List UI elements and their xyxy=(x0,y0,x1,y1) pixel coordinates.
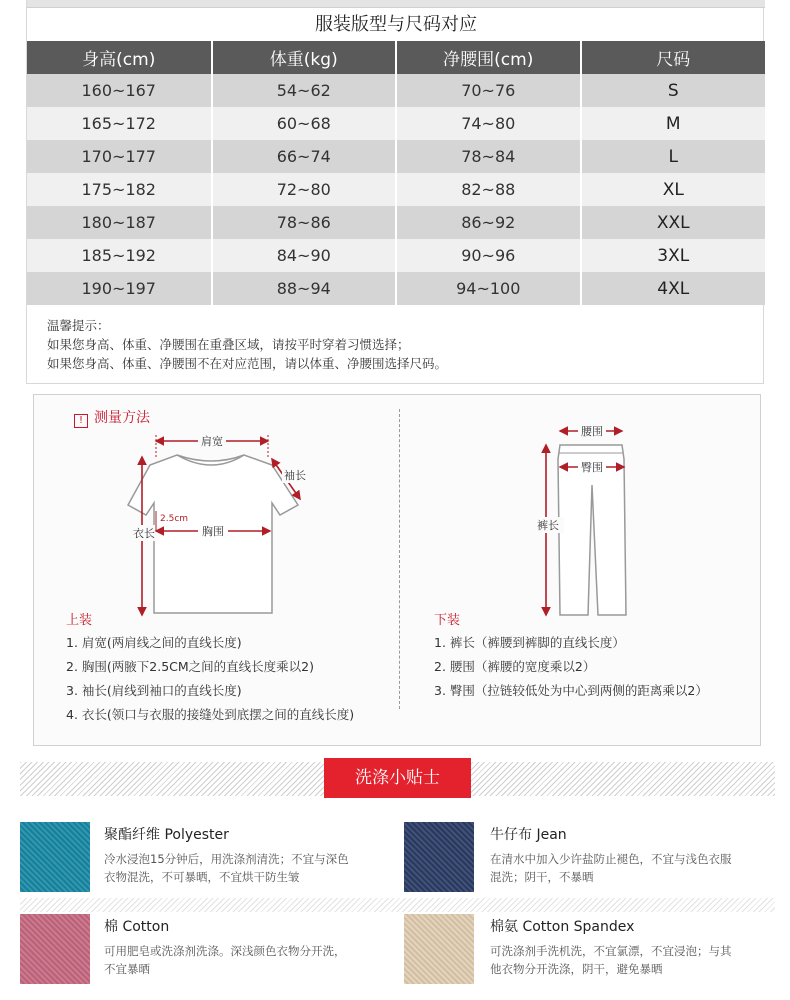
size-cell: S xyxy=(581,74,766,107)
size-chart-panel xyxy=(26,0,764,384)
bottom-item-1: 1. 裤长（裤腰到裤脚的直线长度） xyxy=(434,635,625,650)
sleeve-label: 袖长 xyxy=(284,469,306,482)
polyester-desc-line-1: 冷水浸泡15分钟后，用洗涤剂清洗；不宜与深色 xyxy=(104,852,349,866)
polyester-desc xyxy=(104,850,349,886)
height-cell: 175~182 xyxy=(27,173,212,206)
waist-cell: 70~76 xyxy=(396,74,581,107)
wash-tips-badge: 洗涤小贴士 xyxy=(324,758,471,798)
waist-label: 腰围 xyxy=(581,425,603,438)
jean-swatch xyxy=(404,822,474,892)
size-cell: XL xyxy=(581,173,766,206)
size-table-row xyxy=(27,107,765,140)
top-section-label: 上装 xyxy=(66,613,93,628)
cotton-name: 棉 Cotton xyxy=(104,919,170,935)
size-cell: 3XL xyxy=(581,239,766,272)
height-cell: 180~187 xyxy=(27,206,212,239)
measure-panel xyxy=(33,394,761,746)
pants-length-label: 裤长 xyxy=(537,519,559,532)
size-table-row xyxy=(27,239,765,272)
header-weight: 体重(kg) xyxy=(212,41,397,74)
top-item-3: 3. 袖长(肩线到袖口的直线长度) xyxy=(66,683,242,698)
size-cell: 4XL xyxy=(581,272,766,305)
bottom-measure-list xyxy=(434,631,708,703)
waist-cell: 90~96 xyxy=(396,239,581,272)
size-table-row xyxy=(27,272,765,305)
size-table-row xyxy=(27,173,765,206)
top-strip xyxy=(27,0,765,8)
height-cell: 160~167 xyxy=(27,74,212,107)
cotton-desc-line-2: 不宜暴晒 xyxy=(104,962,150,976)
tips-line-2: 如果您身高、体重、净腰围不在对应范围，请以体重、净腰围选择尺码。 xyxy=(47,356,448,371)
size-table-row xyxy=(27,140,765,173)
cotton-desc xyxy=(104,942,346,978)
cotton-spandex-desc-line-2: 他衣物分开洗涤，阴干，避免暴晒 xyxy=(490,962,663,976)
height-cell: 190~197 xyxy=(27,272,212,305)
size-table xyxy=(27,41,765,305)
size-tips xyxy=(47,316,447,373)
top-item-4: 4. 衣长(领口与衣服的接缝处到底摆之间的直线长度) xyxy=(66,707,355,722)
polyester-name: 聚酯纤维 Polyester xyxy=(104,827,229,843)
weight-cell: 54~62 xyxy=(212,74,397,107)
cotton-spandex-swatch xyxy=(404,914,474,984)
offset-label: 2.5cm xyxy=(160,514,189,524)
pants-diagram xyxy=(532,419,632,625)
weight-cell: 72~80 xyxy=(212,173,397,206)
jean-desc xyxy=(490,850,732,886)
weight-cell: 88~94 xyxy=(212,272,397,305)
size-table-header-row xyxy=(27,41,765,74)
top-item-1: 1. 肩宽(两肩线之间的直线长度) xyxy=(66,635,242,650)
cotton-spandex-desc xyxy=(490,942,732,978)
tips-line-1: 如果您身高、体重、净腰围在重叠区域，请按平时穿着习惯选择； xyxy=(47,337,410,352)
weight-cell: 78~86 xyxy=(212,206,397,239)
size-table-row xyxy=(27,74,765,107)
size-table-row xyxy=(27,206,765,239)
chest-label: 胸围 xyxy=(202,525,224,538)
waist-cell: 82~88 xyxy=(396,173,581,206)
jean-name: 牛仔布 Jean xyxy=(490,827,567,843)
size-chart-title: 服装版型与尺码对应 xyxy=(315,14,477,35)
hip-label: 臀围 xyxy=(581,461,603,474)
bottom-item-2: 2. 腰围（裤腰的宽度乘以2） xyxy=(434,659,596,674)
height-cell: 165~172 xyxy=(27,107,212,140)
weight-cell: 84~90 xyxy=(212,239,397,272)
size-cell: M xyxy=(581,107,766,140)
cotton-spandex-name: 棉氨 Cotton Spandex xyxy=(490,919,635,935)
polyester-swatch xyxy=(20,822,90,892)
weight-cell: 66~74 xyxy=(212,140,397,173)
size-cell: XXL xyxy=(581,206,766,239)
top-measure-list xyxy=(66,631,354,727)
weight-cell: 60~68 xyxy=(212,107,397,140)
bottom-item-3: 3. 臀围（拉链较低处为中心到两侧的距离乘以2） xyxy=(434,683,708,698)
polyester-desc-line-2: 衣物混洗，不可暴晒，不宜烘干防生皱 xyxy=(104,870,300,884)
tips-heading: 温馨提示： xyxy=(47,318,110,333)
header-height: 身高(cm) xyxy=(27,41,212,74)
measure-title-text: 测量方法 xyxy=(94,410,150,426)
bottom-section-label: 下装 xyxy=(434,613,461,628)
jean-desc-line-2: 混洗；阴干，不暴晒 xyxy=(490,870,594,884)
shoulder-label: 肩宽 xyxy=(201,435,223,448)
waist-cell: 86~92 xyxy=(396,206,581,239)
cotton-desc-line-1: 可用肥皂或洗涤剂洗涤。深浅颜色衣物分开洗， xyxy=(104,944,346,958)
cotton-swatch xyxy=(20,914,90,984)
waist-cell: 78~84 xyxy=(396,140,581,173)
waist-cell: 94~100 xyxy=(396,272,581,305)
top-item-2: 2. 胸围(两腋下2.5CM之间的直线长度乘以2) xyxy=(66,659,314,674)
size-cell: L xyxy=(581,140,766,173)
waist-cell: 74~80 xyxy=(396,107,581,140)
height-cell: 185~192 xyxy=(27,239,212,272)
cotton-spandex-desc-line-1: 可洗涤剂手洗机洗，不宜氯漂，不宜浸泡；与其 xyxy=(490,944,732,958)
wash-divider xyxy=(20,898,775,912)
ruler-icon: ! xyxy=(74,414,88,428)
header-size: 尺码 xyxy=(581,41,766,74)
measure-divider xyxy=(399,409,400,709)
length-label: 衣长 xyxy=(133,527,155,540)
jean-desc-line-1: 在清水中加入少许盐防止褪色，不宜与浅色衣服 xyxy=(490,852,732,866)
height-cell: 170~177 xyxy=(27,140,212,173)
header-waist: 净腰围(cm) xyxy=(396,41,581,74)
shirt-diagram xyxy=(122,419,322,625)
